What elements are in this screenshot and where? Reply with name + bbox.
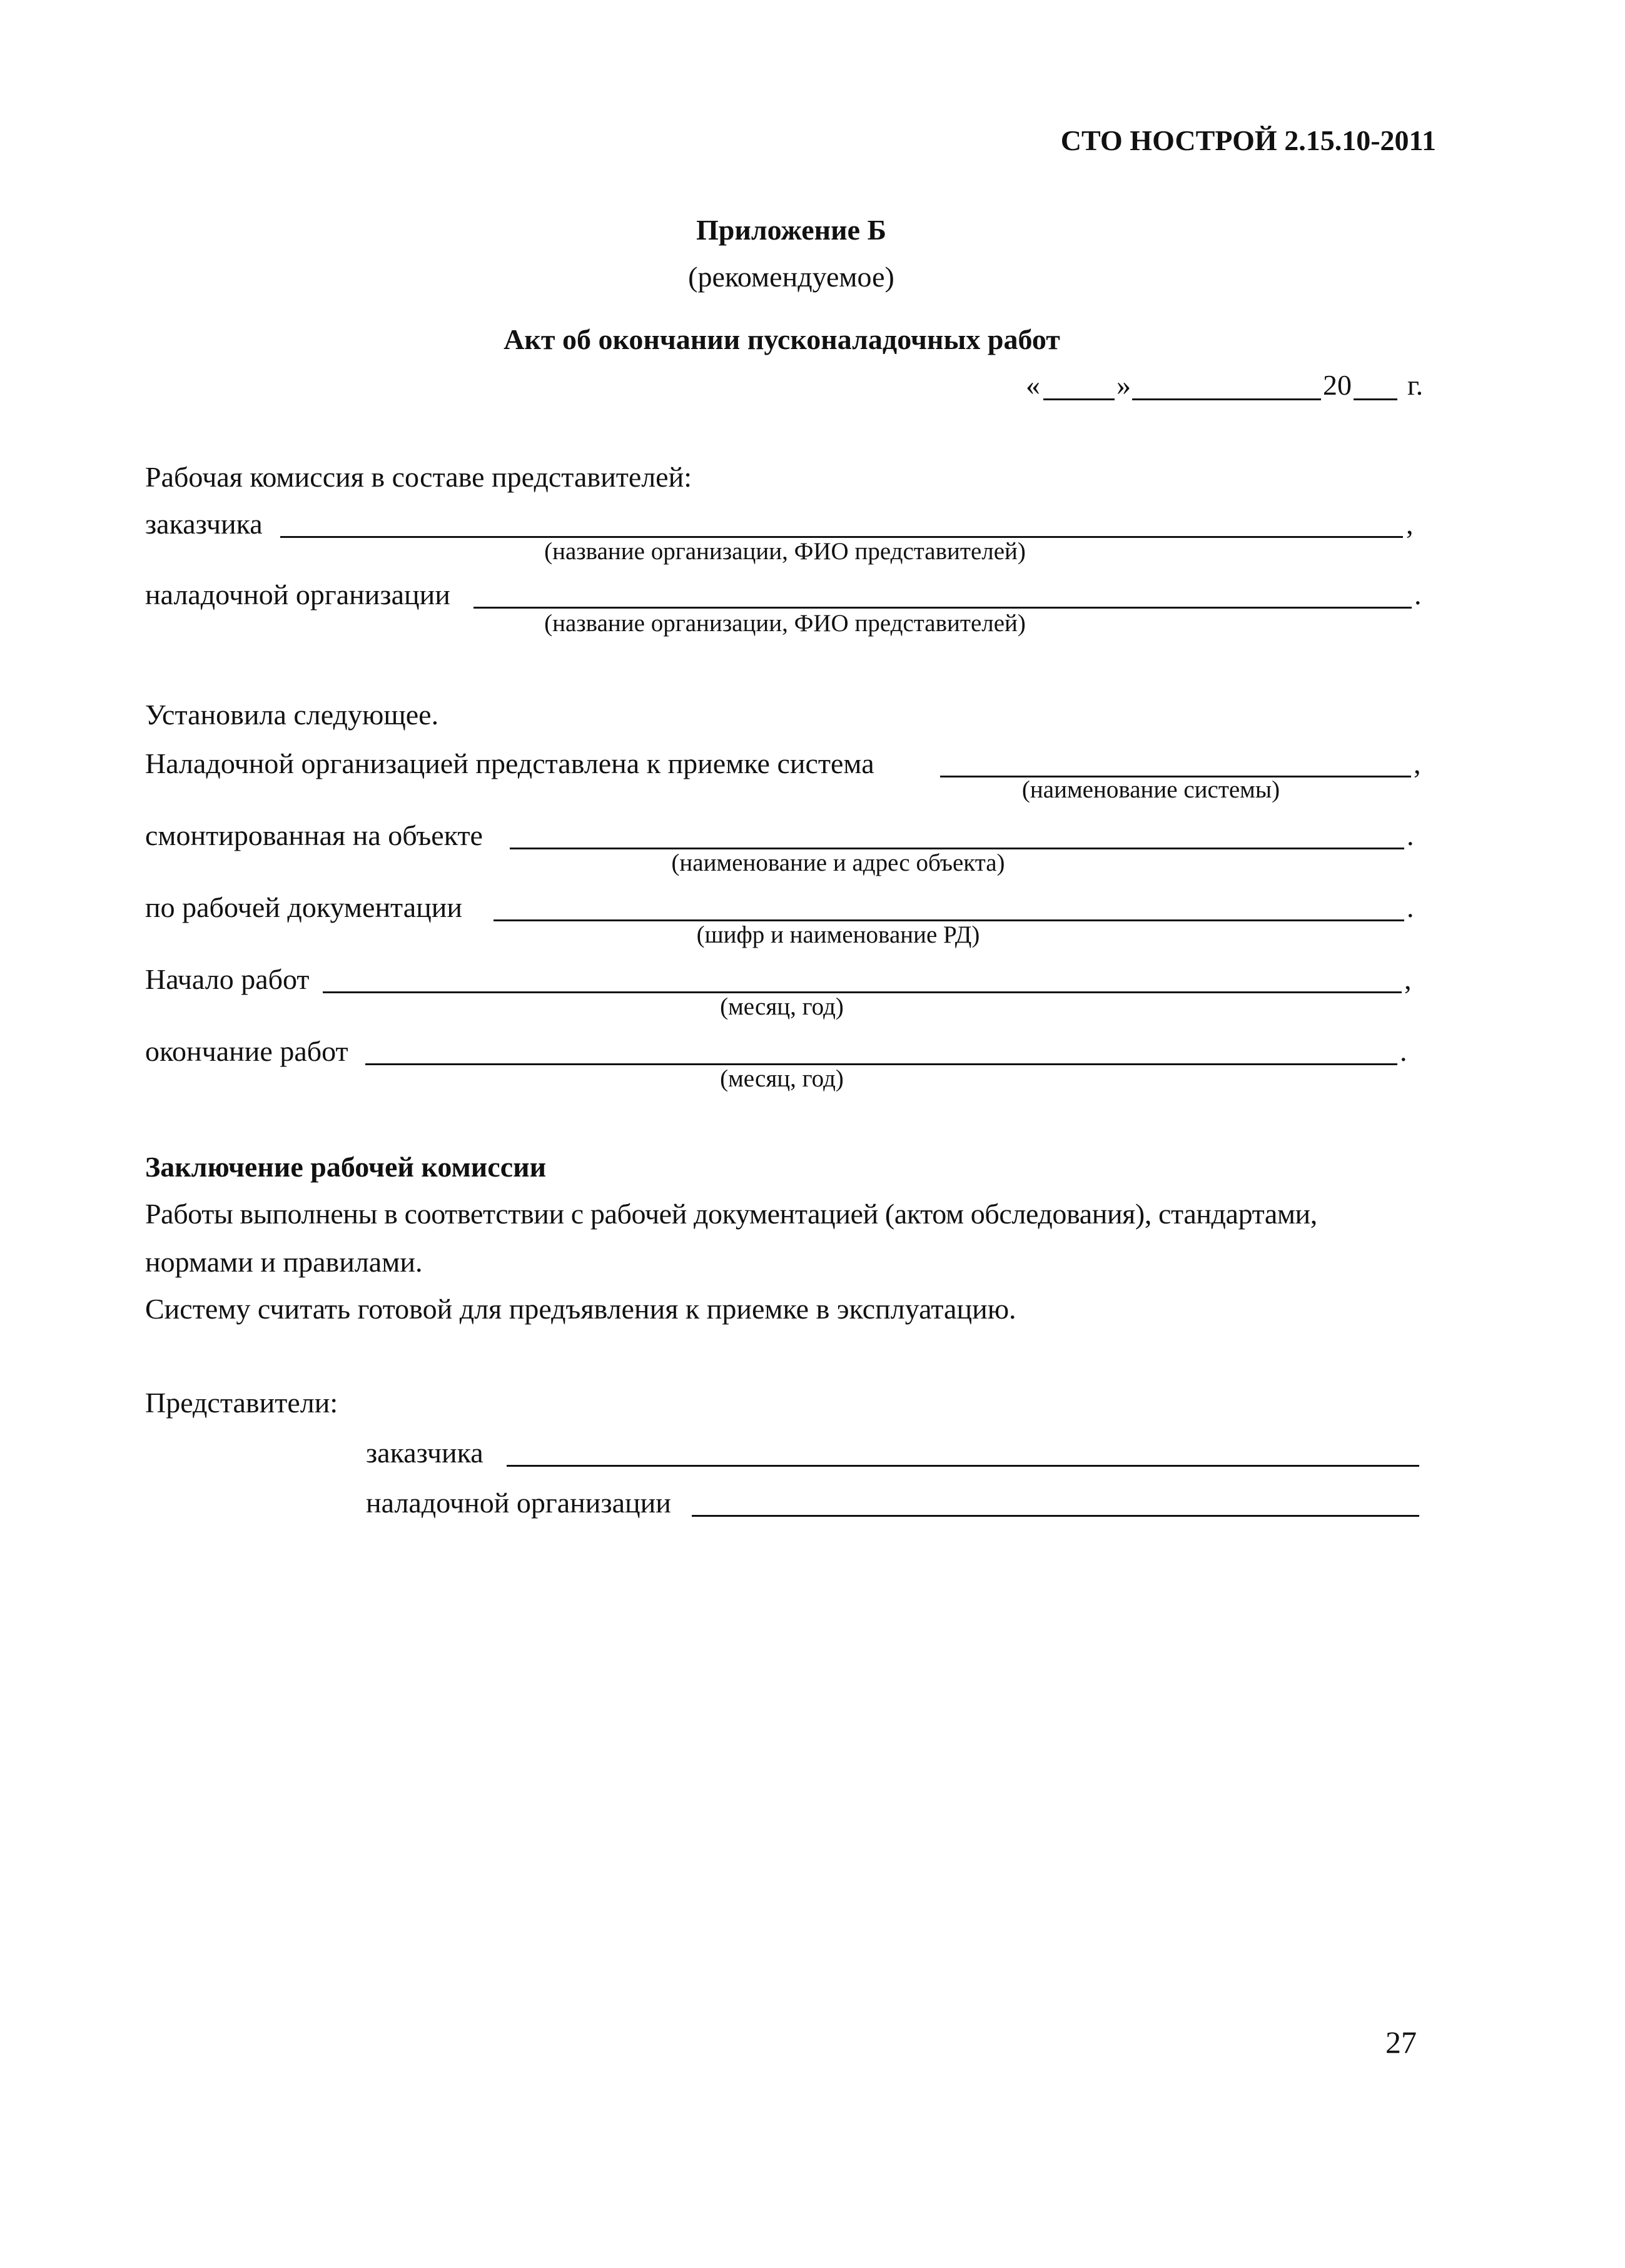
rep-commissioning-label: наладочной организации: [366, 1487, 671, 1519]
commissioning-org-hint: (название организации, ФИО представителей): [544, 610, 1026, 637]
commissioning-org-end: .: [1414, 579, 1422, 610]
docs-label: по рабочей документации: [145, 891, 462, 923]
start-field[interactable]: [323, 991, 1402, 993]
commission-intro: Рабочая комиссия в составе представителей:: [145, 461, 692, 493]
conclusion-line-3: Систему считать готовой для предъявления к приемке в эксплуатацию.: [145, 1293, 1016, 1325]
docs-field-end: .: [1407, 891, 1414, 923]
day-field[interactable]: [1043, 398, 1115, 400]
commissioning-org-label: наладочной организации: [145, 579, 450, 610]
finish-field[interactable]: [365, 1063, 1397, 1065]
customer-hint: (название организации, ФИО представителей): [544, 538, 1026, 565]
start-field-end: ,: [1404, 963, 1412, 995]
conclusion-line-2: нормами и правилами.: [145, 1246, 423, 1278]
representatives-heading: Представители:: [145, 1387, 338, 1419]
object-label: смонтированная на объекте: [145, 819, 483, 851]
start-hint: (месяц, год): [720, 993, 844, 1020]
docs-hint: (шифр и наименование РД): [696, 921, 980, 948]
conclusion-line-1: Работы выполнены в соответствии с рабочей документацией (актом обследования), стандартами,: [145, 1198, 1317, 1230]
date-close-quote: »: [1116, 369, 1131, 401]
start-label: Начало работ: [145, 963, 310, 995]
customer-label: заказчика: [145, 508, 263, 540]
month-field[interactable]: [1132, 398, 1321, 400]
system-label: Наладочной организацией представлена к приемке система: [145, 747, 874, 779]
date-open-quote: «: [1026, 369, 1040, 401]
date-century: 20: [1323, 369, 1352, 401]
appendix-title: Приложение Б: [696, 214, 887, 246]
system-field-end: ,: [1414, 747, 1421, 779]
commissioning-org-field[interactable]: [473, 607, 1412, 609]
object-field-end: .: [1407, 819, 1414, 851]
rep-customer-label: заказчика: [366, 1437, 483, 1469]
finish-label: окончание работ: [145, 1035, 348, 1067]
finish-hint: (месяц, год): [720, 1065, 844, 1092]
year-field[interactable]: [1354, 398, 1397, 400]
established-text: Установила следующее.: [145, 699, 439, 731]
standard-code: СТО НОСТРОЙ 2.15.10-2011: [1060, 124, 1436, 156]
act-title: Акт об окончании пусконаладочных работ: [504, 323, 1060, 355]
rep-customer-signature[interactable]: [507, 1465, 1419, 1467]
conclusion-heading: Заключение рабочей комиссии: [145, 1151, 547, 1183]
finish-field-end: .: [1400, 1035, 1407, 1067]
appendix-status: (рекомендуемое): [688, 261, 894, 293]
system-hint: (наименование системы): [1021, 776, 1280, 803]
rep-commissioning-signature[interactable]: [692, 1515, 1419, 1517]
customer-field-end: ,: [1406, 508, 1414, 540]
date-year-suffix: г.: [1407, 369, 1424, 401]
page-number: 27: [1385, 2025, 1417, 2060]
object-hint: (наименование и адрес объекта): [671, 849, 1005, 876]
